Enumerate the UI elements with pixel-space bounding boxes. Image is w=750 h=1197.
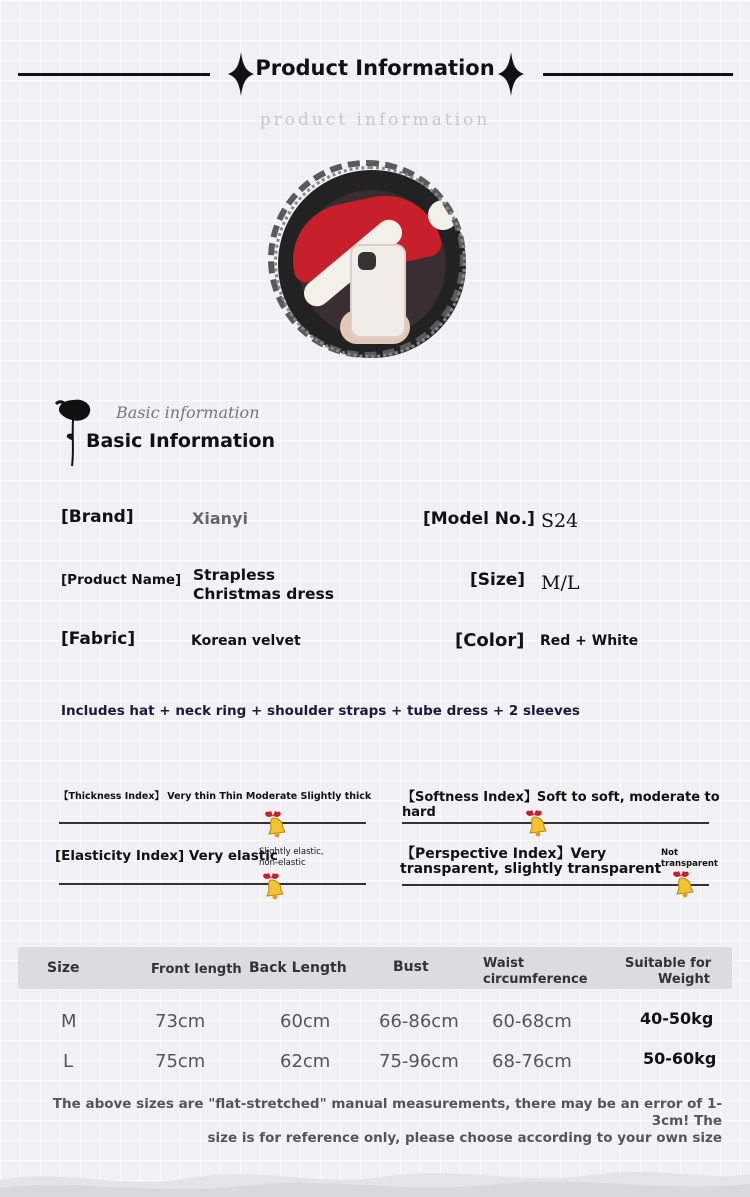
- size-value: M/L: [541, 572, 580, 594]
- row-m-front: 73cm: [155, 1011, 206, 1032]
- basic-info-title: Basic Information: [86, 430, 276, 452]
- row-m-weight: 40-50kg: [640, 1009, 714, 1028]
- basic-info-script: Basic information: [116, 403, 260, 422]
- row-m-bust: 66-86cm: [379, 1011, 459, 1032]
- product-name-value-2: Christmas dress: [193, 585, 334, 603]
- fabric-value: Korean velvet: [191, 633, 301, 649]
- bottom-wave-decoration: [0, 1160, 750, 1197]
- row-l-bust: 75-96cm: [379, 1051, 459, 1072]
- color-value: Red + White: [540, 633, 639, 649]
- thorn-wreath-inner: [274, 166, 466, 358]
- row-l-waist: 68-76cm: [492, 1051, 572, 1072]
- color-label: [Color]: [455, 630, 525, 651]
- includes-text: Includes hat + neck ring + shoulder straps + tube dress + 2 sleeves: [61, 703, 580, 719]
- perspective-small-2: transparent: [661, 859, 718, 869]
- size-note: [40, 1096, 722, 1147]
- elasticity-small-2: non-elastic: [259, 858, 306, 868]
- row-m-waist: 60-68cm: [492, 1011, 572, 1032]
- row-m-back: 60cm: [280, 1011, 331, 1032]
- model-label: [Model No.]: [423, 509, 535, 529]
- thickness-scale: [59, 822, 366, 824]
- softness-index: 【Softness Index】Soft to soft, moderate to hard: [402, 790, 720, 820]
- th-waist-1: Waist: [483, 956, 525, 971]
- perspective-index-2: transparent, slightly transparent: [400, 861, 662, 877]
- elasticity-index: [Elasticity Index] Very elastic: [55, 848, 278, 864]
- row-l-weight: 50-60kg: [643, 1049, 717, 1068]
- size-label: [Size]: [470, 570, 526, 590]
- bell-icon: [669, 868, 701, 900]
- th-size: Size: [47, 960, 80, 976]
- bell-icon: [261, 808, 293, 840]
- row-l-front: 75cm: [155, 1051, 206, 1072]
- row-l-back: 62cm: [280, 1051, 331, 1072]
- row-m-size: M: [61, 1011, 77, 1032]
- page-subtitle: product information: [259, 110, 491, 130]
- fabric-label: [Fabric]: [61, 629, 136, 649]
- bell-icon: [522, 807, 554, 839]
- th-back-length: Back Length: [249, 960, 347, 976]
- size-note-line-1: The above sizes are "flat-stretched" manual measurements, there may be an error of 1-3cm! The: [52, 1096, 722, 1129]
- perspective-index-1: 【Perspective Index】Very: [401, 846, 607, 862]
- th-bust: Bust: [393, 959, 429, 975]
- product-name-label: [Product Name]: [61, 572, 182, 588]
- brand-value: Xianyi: [192, 509, 248, 528]
- softness-scale: [402, 822, 709, 824]
- elasticity-small-1: Slightly elastic,: [259, 847, 324, 857]
- product-name-value-1: Strapless: [193, 566, 276, 584]
- brand-label: [Brand]: [61, 507, 134, 527]
- row-l-size: L: [63, 1051, 74, 1072]
- thickness-index: 【Thickness Index】 Very thin Thin Moderate Slightly thick: [59, 791, 372, 802]
- th-front-length: Front length: [151, 962, 242, 977]
- size-note-line-2: size is for reference only, please choose according to your own size: [207, 1130, 722, 1146]
- perspective-small-1: Not: [661, 848, 679, 858]
- perspective-scale: [402, 884, 709, 886]
- th-weight-1: Suitable for: [625, 956, 712, 971]
- th-weight-2: Weight: [658, 972, 710, 987]
- th-waist-2: circumference: [483, 972, 588, 987]
- model-value: S24: [541, 510, 579, 532]
- page-title: Product Information: [255, 56, 495, 80]
- bell-icon: [259, 870, 291, 902]
- elasticity-scale: [59, 883, 366, 885]
